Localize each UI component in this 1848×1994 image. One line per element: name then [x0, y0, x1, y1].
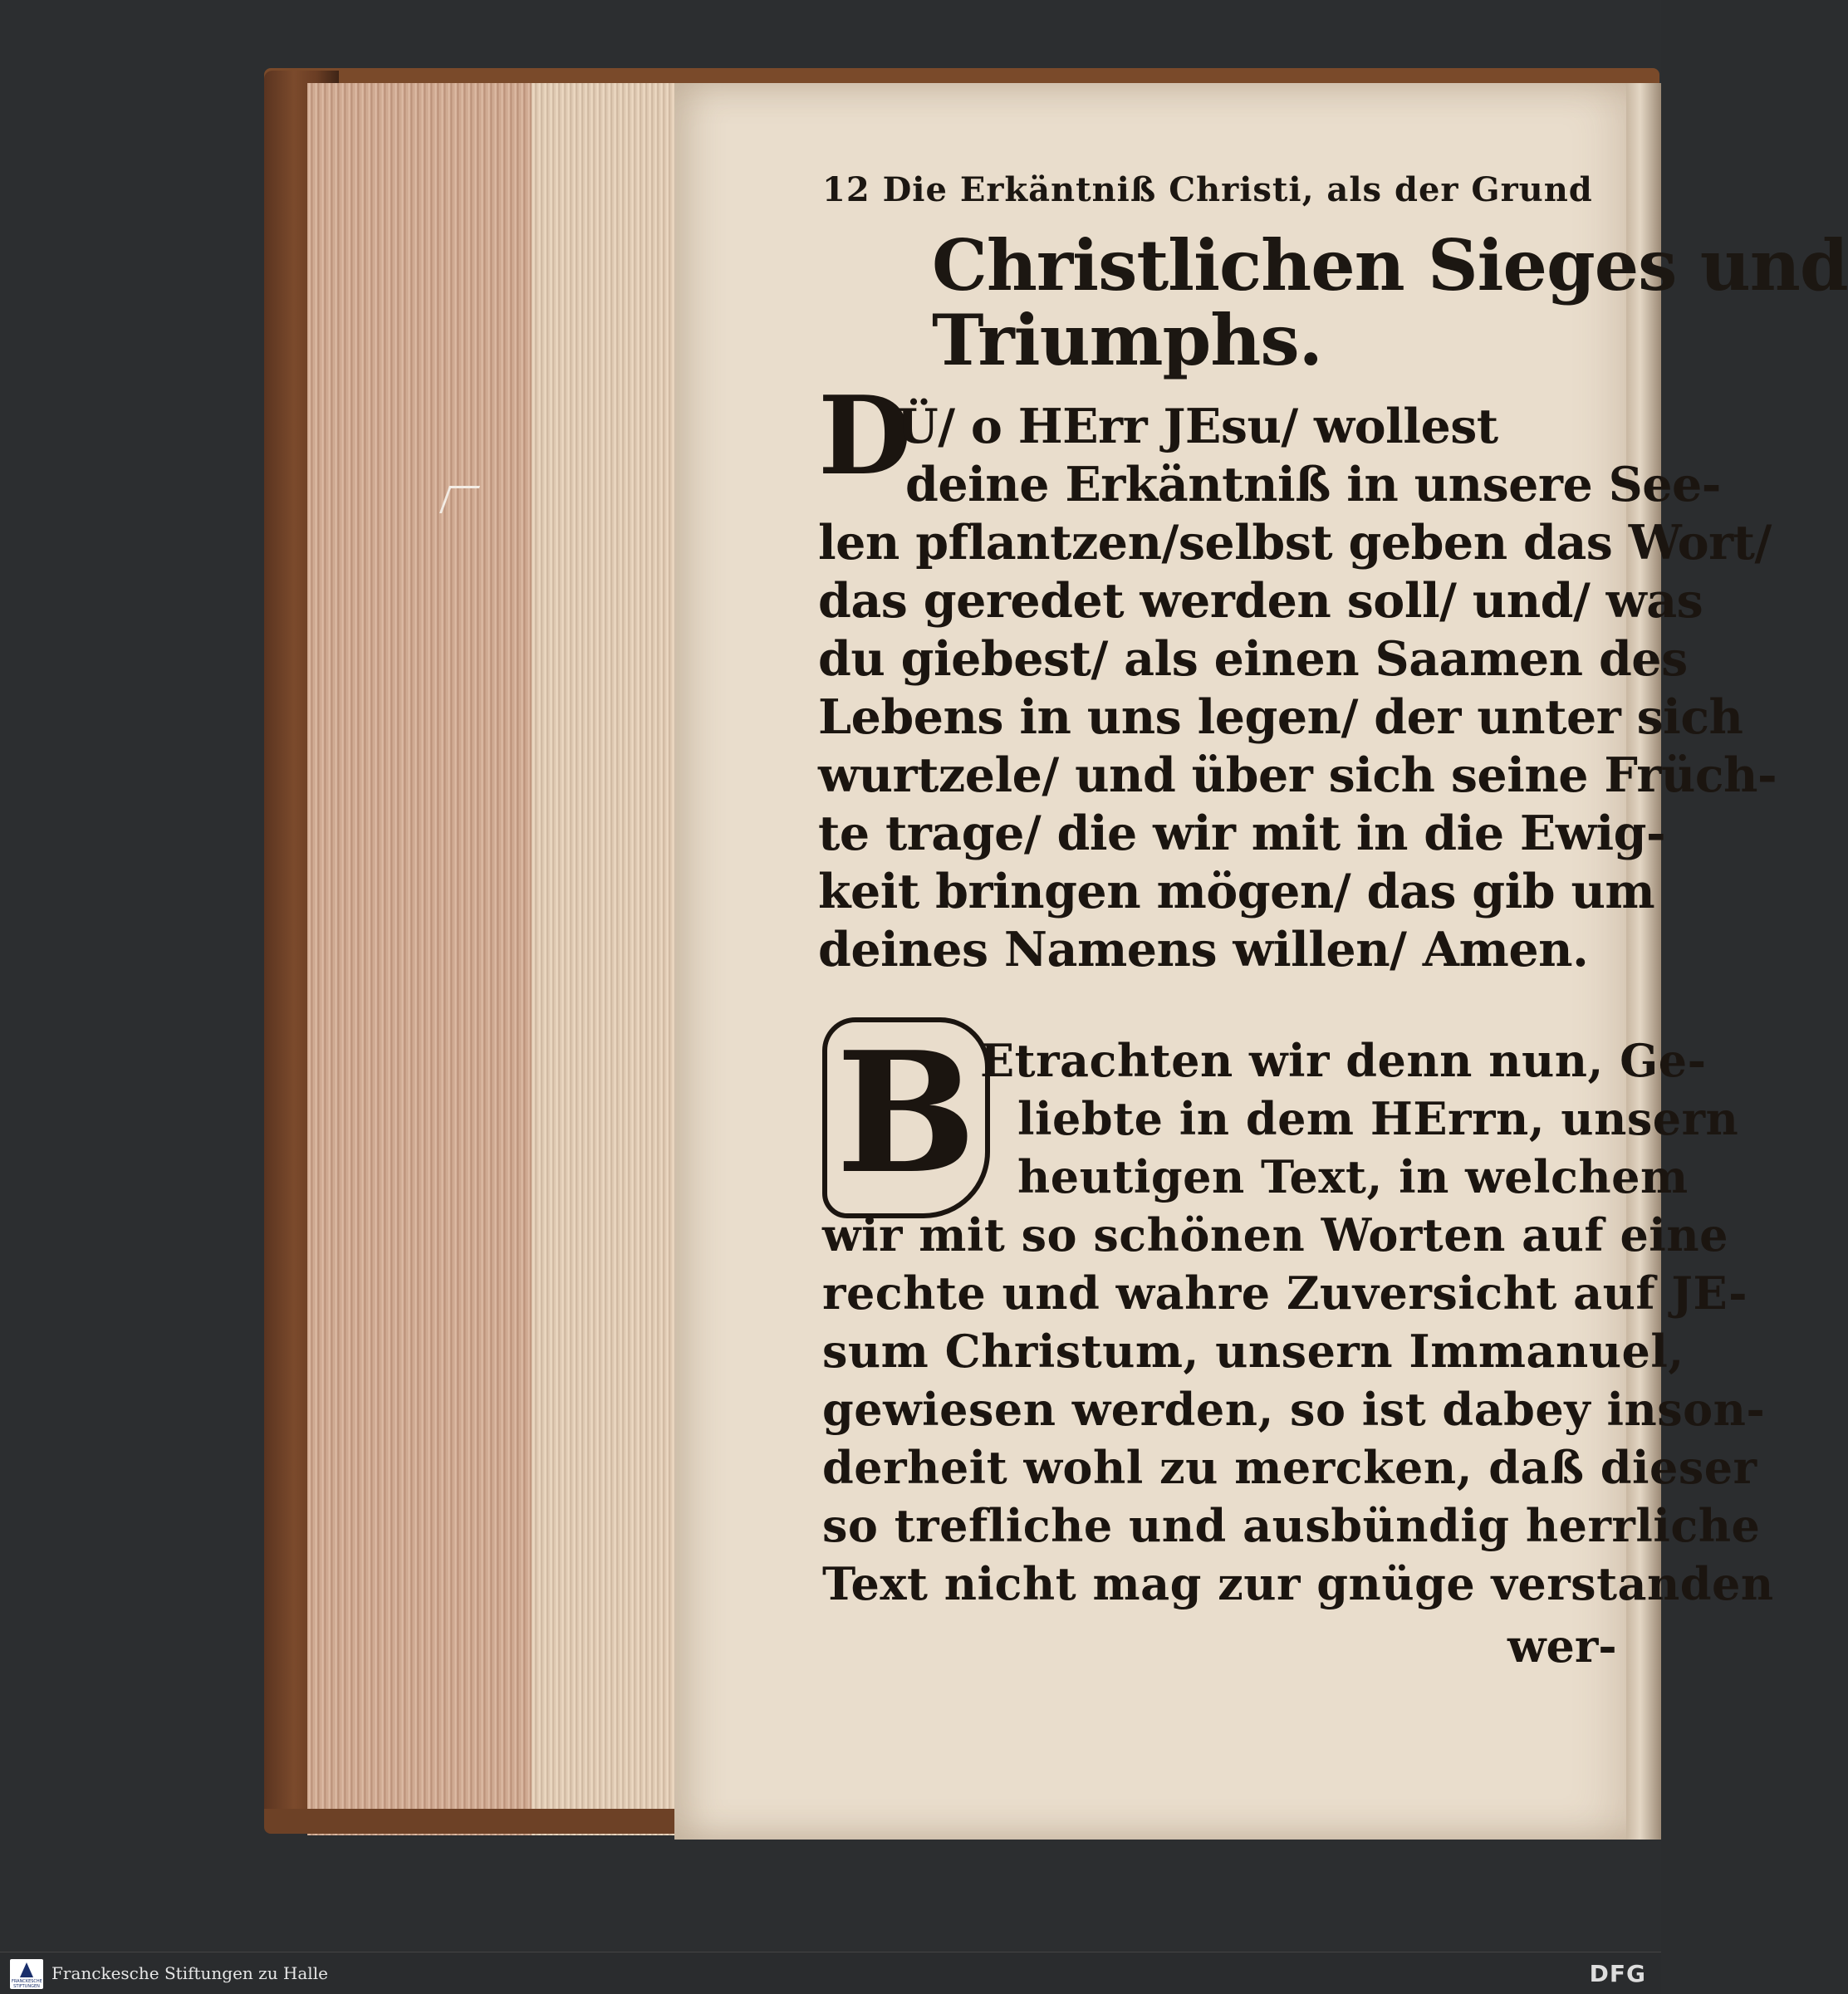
prayer-line: du giebest/ als einen Saamen des	[818, 631, 1688, 687]
body-dropcap: B	[822, 1017, 990, 1218]
institution-name: Franckesche Stiftungen zu Halle	[51, 1963, 328, 1983]
logo-mark-icon	[20, 1962, 33, 1977]
body-line: liebte in dem HErrn, unsern	[1017, 1092, 1739, 1145]
body-line: so trefliche und ausbündig herrliche	[822, 1499, 1761, 1552]
section-title-line-2: Triumphs.	[932, 299, 1322, 381]
page-block-edges-inner	[532, 83, 689, 1835]
prayer-line: das geredet werden soll/ und/ was	[818, 573, 1703, 629]
book-cover-bottom	[264, 1809, 696, 1834]
running-header: 12 Die Erkäntniß Christi, als der Grund	[822, 170, 1593, 209]
body-line: Text nicht mag zur gnüge verstanden	[822, 1557, 1774, 1610]
logo-text: FRANCKESCHE STIFTUNGEN	[12, 1979, 42, 1989]
dfg-logo[interactable]: DFG	[1589, 1960, 1646, 1987]
body-line: sum Christum, unsern Immanuel,	[822, 1325, 1684, 1378]
prayer-dropcap: D	[818, 372, 912, 499]
body-line: rechte und wahre Zuversicht auf JE-	[822, 1266, 1748, 1320]
body-line: heutigen Text, in welchem	[1017, 1150, 1689, 1203]
body-line: Etrachten wir denn nun, Ge-	[980, 1034, 1707, 1087]
body-line: wir mit so schönen Worten auf eine	[822, 1208, 1728, 1262]
body-line: derheit wohl zu mercken, daß dieser	[822, 1441, 1757, 1494]
prayer-line: deine Erkäntniß in unsere See-	[905, 457, 1721, 512]
viewer-footer	[0, 1952, 1661, 1994]
prayer-line: Lebens in uns legen/ der unter sich	[818, 689, 1743, 745]
catchword: wer-	[1507, 1619, 1617, 1673]
section-title-line-1: Christlichen Sieges und	[932, 224, 1848, 306]
prayer-line: Ü/ o HErr JEsu/ wollest	[897, 399, 1498, 454]
prayer-line: len pflantzen/selbst geben das Wort/	[818, 515, 1772, 571]
prayer-line: deines Namens willen/ Amen.	[818, 922, 1589, 977]
body-line: gewiesen werden, so ist dabey inson-	[822, 1383, 1766, 1436]
prayer-line: keit bringen mögen/ das gib um	[818, 864, 1655, 919]
institution-logo[interactable]	[10, 1959, 43, 1989]
prayer-line: wurtzele/ und über sich seine Früch-	[818, 747, 1777, 803]
prayer-line: te trage/ die wir mit in die Ewig-	[818, 806, 1666, 861]
